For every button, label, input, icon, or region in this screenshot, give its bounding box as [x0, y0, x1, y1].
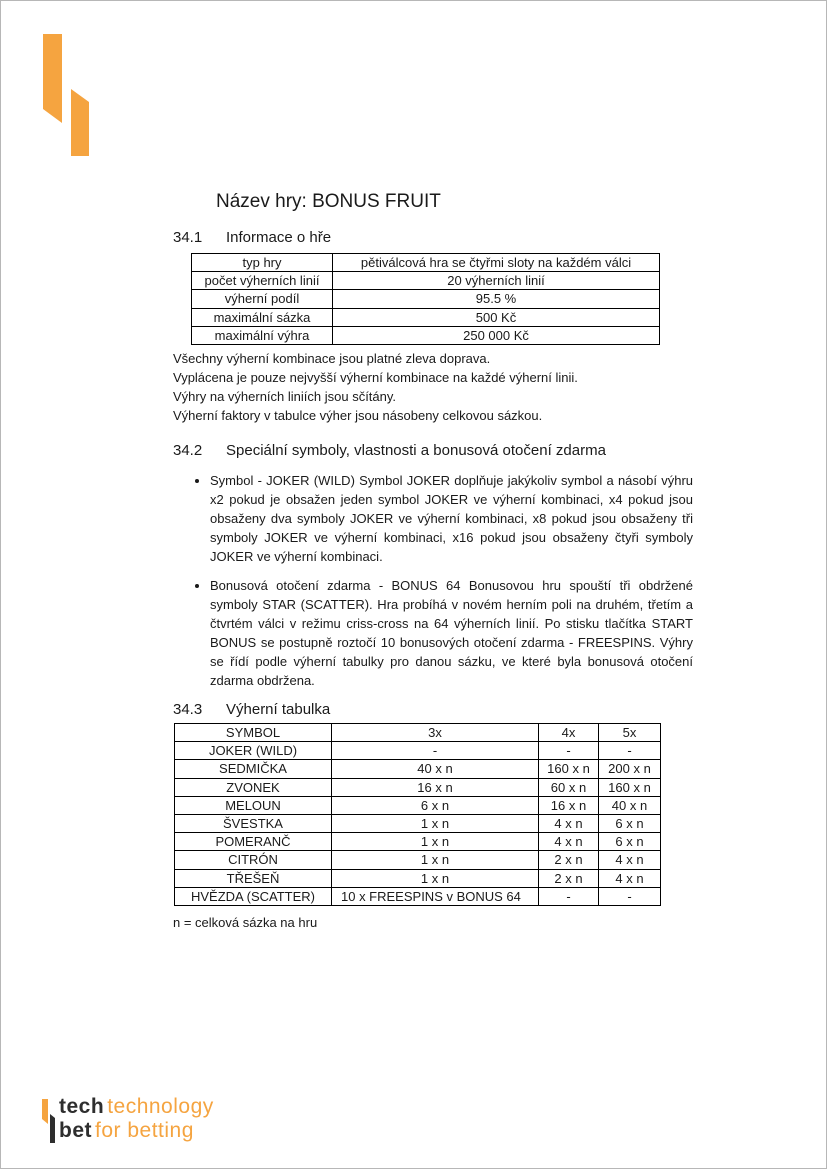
symbol-cell: MELOUN — [175, 796, 332, 814]
table-row — [175, 887, 661, 905]
table-row — [175, 851, 661, 869]
symbol-cell: HVĚZDA (SCATTER) — [175, 887, 332, 905]
table-row — [192, 308, 660, 326]
section-heading-34-2 — [173, 441, 606, 460]
symbol-cell: CITRÓN — [175, 851, 332, 869]
section-number: 34.1 — [173, 229, 203, 246]
pay-cell: 1 x n — [332, 851, 539, 869]
brand-word-tech: tech — [59, 1095, 105, 1118]
section-title: Speciální symboly, vlastnosti a bonusová otočení zdarma — [226, 442, 606, 459]
pay-cell: 1 x n — [332, 815, 539, 833]
pay-cell: 10 x FREESPINS v BONUS 64 — [332, 887, 539, 905]
brand-word-bet: bet — [59, 1119, 92, 1142]
rule-line: Výhry na výherních liniích jsou sčítány. — [173, 389, 397, 404]
pay-cell: 1 x n — [332, 869, 539, 887]
bullet-item-joker: • Symbol - JOKER (WILD) Symbol JOKER doplňuje jakýkoliv symbol a násobí výhru x2 pokud je obsažen jeden symbol JOKER ve výherní kombinaci, x4 pokud jsou obsaženy dva symboly JOKER ve výherní kombinaci, x8 pokud jsou obsaženy tři symboly JOKER ve výherní kombinaci, x16 pokud jsou obsaženy čtyři symboly JOKER ve výherní kombinaci. — [210, 471, 693, 566]
symbol-cell: POMERANČ — [175, 833, 332, 851]
info-label-cell: typ hry — [192, 254, 333, 272]
info-value-cell: 95.5 % — [333, 290, 660, 308]
info-value-cell: 250 000 Kč — [333, 326, 660, 344]
table-row — [175, 815, 661, 833]
pay-cell: 2 x n — [539, 851, 599, 869]
table-row — [175, 778, 661, 796]
pay-cell: 200 x n — [599, 760, 661, 778]
pay-header-cell: 5x — [599, 724, 661, 742]
pay-cell: - — [599, 887, 661, 905]
symbol-cell: ŠVESTKA — [175, 815, 332, 833]
rule-line: Vyplácena je pouze nejvyšší výherní kombinace na každé výherní linii. — [173, 370, 578, 385]
pay-cell: - — [539, 887, 599, 905]
symbol-cell: TŘEŠEŇ — [175, 869, 332, 887]
table-row — [192, 254, 660, 272]
pay-cell: 4 x n — [599, 851, 661, 869]
pay-cell: 4 x n — [539, 815, 599, 833]
section-title: Výherní tabulka — [226, 701, 331, 718]
info-label-cell: počet výherních linií — [192, 272, 333, 290]
pay-cell: 2 x n — [539, 869, 599, 887]
pay-cell: - — [539, 742, 599, 760]
pay-header-cell: SYMBOL — [175, 724, 332, 742]
section-heading-34-3 — [173, 700, 330, 719]
pay-cell: 16 x n — [539, 796, 599, 814]
rule-line: Výherní faktory v tabulce výher jsou násobeny celkovou sázkou. — [173, 408, 543, 423]
pay-cell: 1 x n — [332, 833, 539, 851]
info-label-cell: výherní podíl — [192, 290, 333, 308]
game-info-table — [191, 253, 660, 345]
footer-brand — [42, 1095, 214, 1145]
section-number: 34.3 — [173, 701, 203, 718]
pay-cell: 160 x n — [539, 760, 599, 778]
table-row — [192, 272, 660, 290]
info-value-cell: 500 Kč — [333, 308, 660, 326]
pay-cell: - — [332, 742, 539, 760]
pay-cell: 6 x n — [599, 833, 661, 851]
pay-table — [174, 723, 661, 906]
table-row — [192, 326, 660, 344]
page-title: Název hry: BONUS FRUIT — [216, 191, 441, 212]
table-row — [175, 742, 661, 760]
pay-cell: 6 x n — [332, 796, 539, 814]
table-header-row — [175, 724, 661, 742]
table-row — [175, 869, 661, 887]
pay-header-cell: 3x — [332, 724, 539, 742]
rule-line: Všechny výherní kombinace jsou platné zleva doprava. — [173, 351, 491, 366]
pay-cell: 6 x n — [599, 815, 661, 833]
footer-brand-line2 — [59, 1119, 214, 1143]
section-number: 34.2 — [173, 442, 203, 459]
rules-paragraph — [173, 349, 578, 425]
special-symbols-list — [196, 471, 693, 690]
section-title: Informace o hře — [226, 229, 332, 246]
info-value-cell: 20 výherních linií — [333, 272, 660, 290]
table-row — [175, 796, 661, 814]
pay-cell: 4 x n — [539, 833, 599, 851]
footer-brand-text — [59, 1095, 214, 1143]
footer-brand-line1 — [59, 1095, 214, 1119]
info-value-cell: pětiválcová hra se čtyřmi sloty na každém válci — [333, 254, 660, 272]
pay-cell: 160 x n — [599, 778, 661, 796]
pay-cell: 16 x n — [332, 778, 539, 796]
table-row — [192, 290, 660, 308]
pay-cell: 40 x n — [599, 796, 661, 814]
symbol-cell: ZVONEK — [175, 778, 332, 796]
pay-cell: 60 x n — [539, 778, 599, 796]
pay-cell: 4 x n — [599, 869, 661, 887]
table-row — [175, 760, 661, 778]
bullet-item-bonus: • Bonusová otočení zdarma - BONUS 64 Bonusovou hru spouští tři obdržené symboly STAR (SCATTER). Hra probíhá v novém herním poli na druhém, třetím a čtvrtém válci v režimu criss-cross na 64 výherních linií. Po stisku tlačítka START BONUS se postupně roztočí 10 bonusových otočení zdarma - FREESPINS. Výhry se řídí podle výherní tabulky pro danou sázku, ve které byla bonusová otočení zdarma obdržena. — [210, 576, 693, 690]
symbol-cell: SEDMIČKA — [175, 760, 332, 778]
pay-table-footnote: n = celková sázka na hru — [173, 915, 318, 930]
info-label-cell: maximální výhra — [192, 326, 333, 344]
pay-cell: - — [599, 742, 661, 760]
section-heading-34-1 — [173, 228, 331, 247]
info-label-cell: maximální sázka — [192, 308, 333, 326]
brand-word-technology: technology — [107, 1095, 214, 1118]
symbol-cell: JOKER (WILD) — [175, 742, 332, 760]
pay-cell: 40 x n — [332, 760, 539, 778]
techbet-logo-icon — [42, 34, 90, 157]
techbet-logo-small-icon — [42, 1099, 56, 1145]
brand-word-for-betting: for betting — [95, 1119, 194, 1142]
table-row — [175, 833, 661, 851]
pay-header-cell: 4x — [539, 724, 599, 742]
